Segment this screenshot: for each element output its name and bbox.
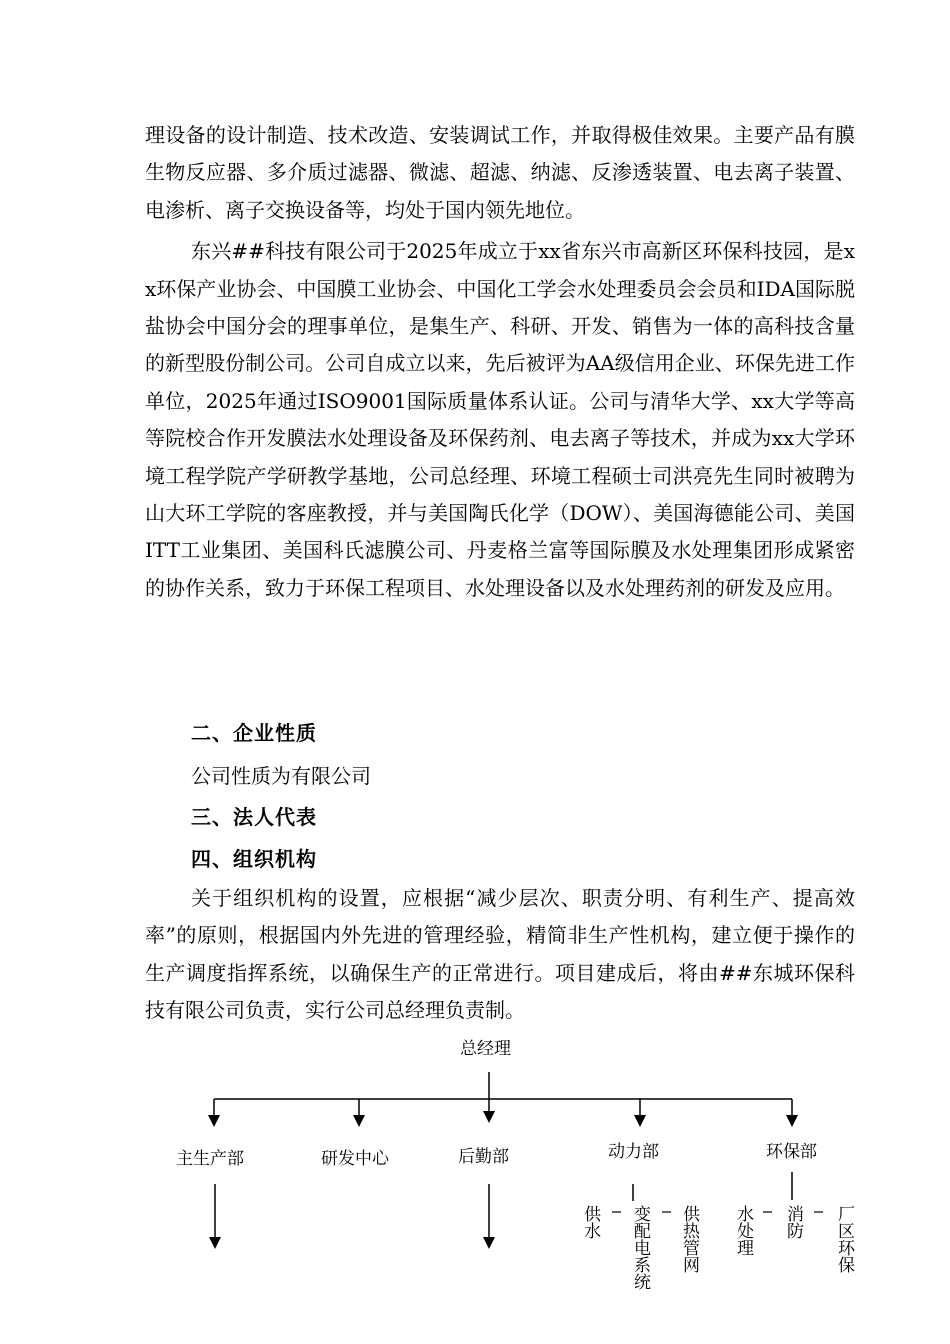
org-sub-fire-protection: 消防 [783, 1205, 803, 1239]
org-dept-main-production: 主生产部 [176, 1149, 244, 1169]
org-dept-logistics: 后勤部 [458, 1147, 509, 1167]
org-top-general-manager: 总经理 [460, 1039, 511, 1059]
paragraph-intro-continued: 理设备的设计制造、技术改造、安装调试工作，并取得极佳效果。主要产品有膜生物反应器、多介质过滤器、微滤、超滤、纳滤、反渗透装置、电去离子装置、电渗析、离子交换设备等，均处于国内领先地位。 [145, 123, 855, 222]
org-dept-environmental: 环保部 [766, 1142, 817, 1162]
org-sub-water-treatment: 水处理 [733, 1205, 753, 1256]
heading-organization: 四、组织机构 [191, 847, 317, 871]
heading-enterprise-nature: 二、企业性质 [191, 721, 317, 745]
org-sub-plant-environment: 厂区环保 [834, 1205, 854, 1273]
paragraph-organization: 关于组织机构的设置，应根据“减少层次、职责分明、有利生产、提高效率”的原则，根据国内外先进的管理经验，精简非生产性机构，建立便于操作的生产调度指挥系统，以确保生产的正常进行。项目建成后，将由##东城环保科技有限公司负责，实行公司总经理负责制。 [145, 886, 855, 1023]
org-sub-heating-network: 供热管网 [679, 1205, 699, 1273]
paragraph-company-history: 东兴##科技有限公司于2025年成立于xx省东兴市高新区环保科技园，是xx环保产业协会、中国膜工业协会、中国化工学会水处理委员会会员和IDA国际脱盐协会中国分会的理事单位，是集生产、科研、开发、销售为一体的高科技含量的新型股份制公司。公司自成立以来，先后被评为AA级信用企业、环保先进工作单位，2025年通过ISO9001国际质量体系认证。公司与清华大学、xx大学等高等院校合作开发膜法水处理设备及环保药剂、电去离子等技术，并成为xx大学环境工程学院产学研教学基地，公司总经理、环境工程硕士司洪亮先生同时被聘为山大环工学院的客座教授，并与美国陶氏化学（DOW）、美国海德能公司、美国ITT工业集团、美国科氏滤膜公司、丹麦格兰富等国际膜及水处理集团形成紧密的协作关系，致力于环保工程项目、水处理设备以及水处理药剂的研发及应用。 [145, 239, 855, 600]
org-sub-water-supply: 供水 [580, 1205, 600, 1239]
org-dept-rd-center: 研发中心 [321, 1149, 389, 1169]
heading-legal-representative: 三、法人代表 [191, 805, 317, 829]
enterprise-nature-text: 公司性质为有限公司 [191, 764, 371, 788]
org-dept-power: 动力部 [608, 1142, 659, 1162]
org-sub-power-distribution: 变配电系统 [630, 1205, 650, 1290]
